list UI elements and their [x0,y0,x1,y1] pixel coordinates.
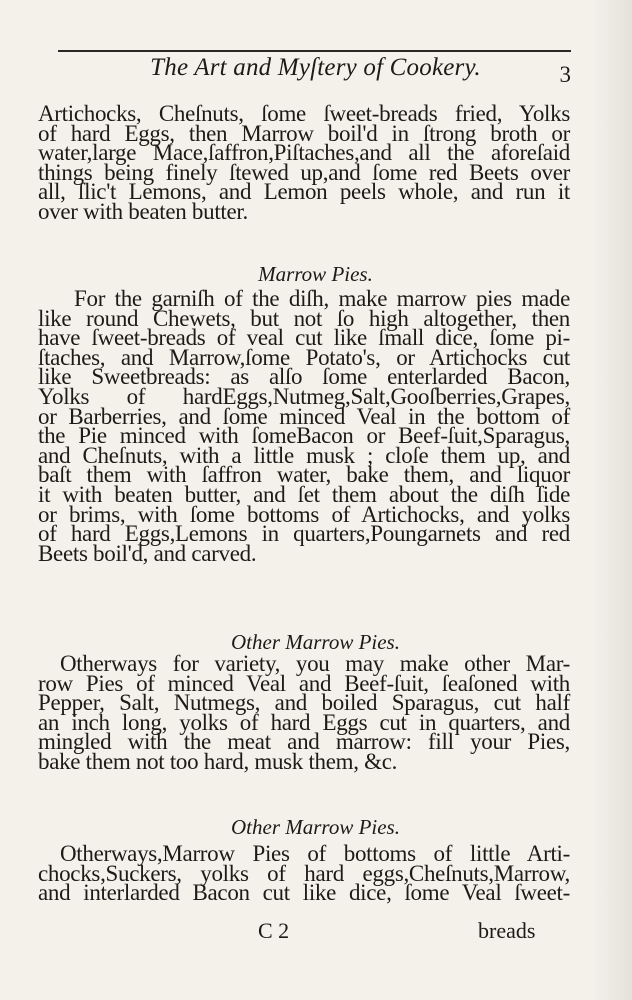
text-line: Otherways for variety, you may make other Mar- [60,651,570,676]
text-line: baſt them with ſaffron water, bake them, and liquor [38,462,570,488]
text-line: things being finely ſtewed up,and ſome red Beets over [38,159,570,185]
running-title: The Art and Myſtery of Cookery. [150,54,481,81]
text-line: Artichocks, Cheſnuts, ſome ſweet-breads fried, Yolks [38,101,570,126]
paragraph-other-marrow-pies-2 [38,841,570,906]
text-line: the Pie minced with ſomeBacon or Beef-ſuit,Sparagus, [38,423,570,449]
text-line: or brims, with ſome bottoms of Artichocks, and yolks [38,501,570,527]
section-heading-other-marrow-pies-2: Other Marrow Pies. [231,815,400,839]
page-number: 3 [559,62,571,87]
text-line: it with beaten butter, and ſet them about the diſh ſide [38,481,570,507]
text-line: over with beaten butter. [38,198,248,224]
page-header [58,54,573,94]
text-line: bake them not too hard, musk them, &c. [38,748,398,774]
text-line: Beets boil'd, and carved. [38,540,257,566]
header-rule [58,50,571,52]
text-line: row Pies of minced Veal and Beef-ſuit, ſeaſoned with [38,670,570,696]
text-line: Yolks of hardEggs,Nutmeg,Salt,Gooſberries,Grapes, [38,383,570,409]
text-line: Otherways,Marrow Pies of bottoms of little Arti- [60,841,570,866]
text-line: have ſweet-breads of veal cut like ſmall dice, ſome pi- [38,325,570,351]
text-line: or Barberries, and ſome minced Veal in the bottom of [38,403,570,429]
section-heading-marrow-pies: Marrow Pies. [258,262,373,286]
signature-mark: C 2 [258,918,290,943]
paragraph-continuation [38,101,570,224]
text-line: of hard Eggs, then Marrow boil'd in ſtrong broth or [38,120,570,146]
text-line: water,large Mace,ſaffron,Piſtaches,and all the aforeſaid [38,140,570,166]
text-line: all, ſlic't Lemons, and Lemon peels whole, and run it [38,179,570,205]
text-line: Pepper, Salt, Nutmegs, and boiled Sparagus, cut half [38,690,570,716]
section-heading-other-marrow-pies: Other Marrow Pies. [231,630,400,654]
paragraph-other-marrow-pies [38,651,570,774]
paragraph-marrow-pies [38,286,570,566]
text-line: chocks,Suckers, yolks of hard eggs,Cheſnuts,Marrow, [38,860,570,886]
text-line: like Sweetbreads: as alſo ſome enterlarded Bacon, [38,364,570,390]
text-line: For the garniſh of the diſh, make marrow pies made [74,286,570,311]
catchword: breads [478,918,536,943]
text-line: like round Chewets, but not ſo high altogether, then [38,305,570,331]
text-line: of hard Eggs,Lemons in quarters,Poungarnets and red [38,521,570,547]
text-line: ſtaches, and Marrow,ſome Potato's, or Artichocks cut [38,344,570,370]
text-line: and interlarded Bacon cut like dice, ſome Veal ſweet- [38,880,570,906]
text-line: mingled with the meat and marrow: fill your Pies, [38,729,570,755]
text-line: and Cheſnuts, with a little musk ; cloſe them up, and [38,442,570,468]
text-line: an inch long, yolks of hard Eggs cut in quarters, and [38,709,570,735]
scan-shadow [592,0,632,1000]
